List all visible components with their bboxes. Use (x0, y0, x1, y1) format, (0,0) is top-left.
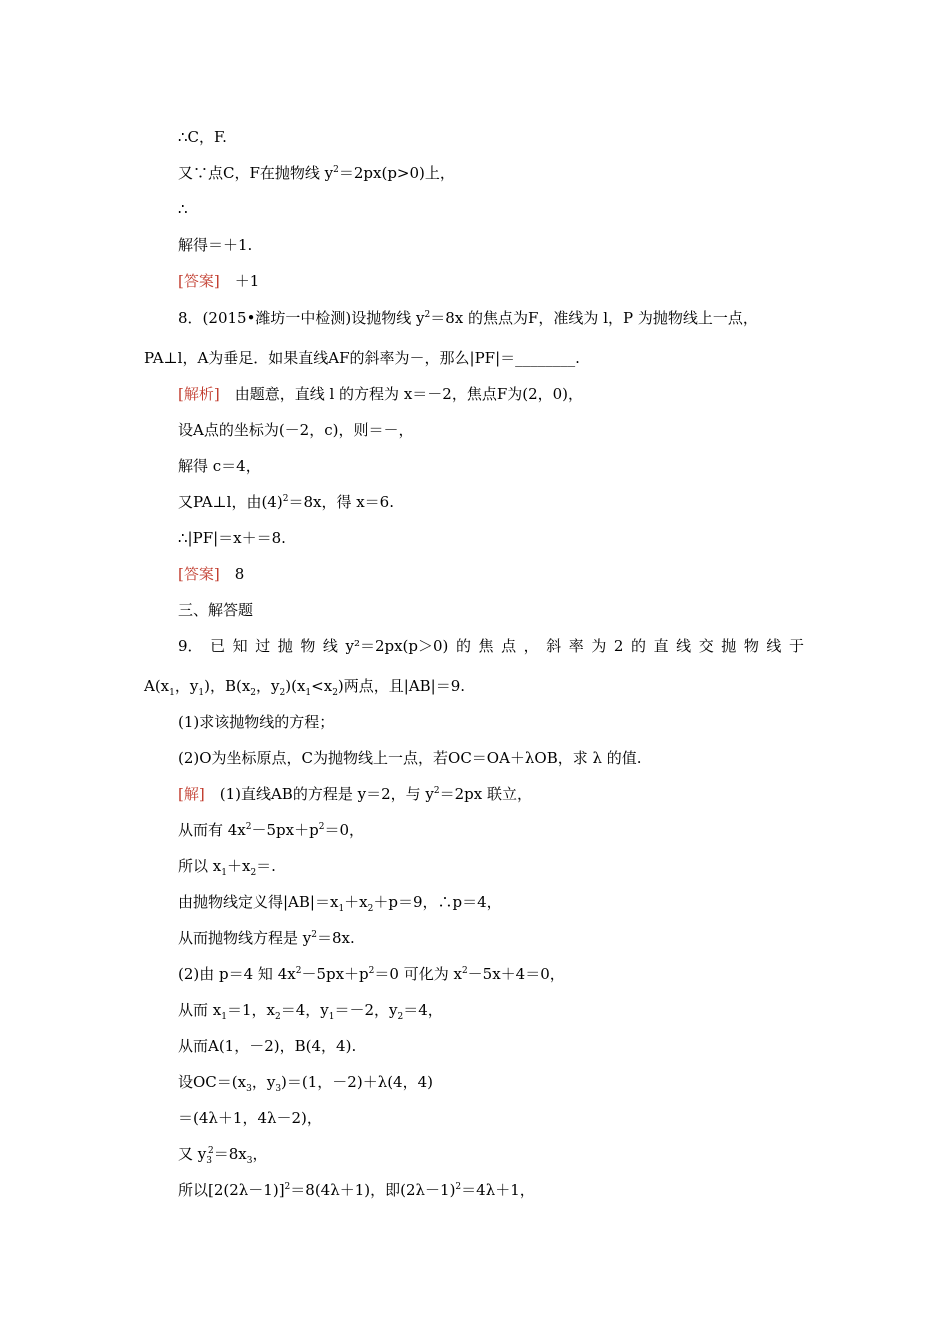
sub-question-2 (178, 748, 642, 768)
line-points-a-b (178, 1036, 356, 1056)
subscript: 2 (397, 1012, 404, 1022)
subscript: 1 (305, 688, 312, 698)
subscript: 2 (250, 868, 257, 878)
superscript: 2 (207, 1146, 214, 1156)
question-8-line-2 (144, 348, 580, 368)
word: 的 (631, 637, 647, 655)
word: 点 (501, 637, 517, 655)
text: <x (311, 677, 333, 695)
text: 又∵点C，F在抛物线 y (178, 164, 334, 182)
line-lambda-equation (178, 1180, 535, 1200)
text: ＋x (226, 857, 251, 875)
superscript: 2 (433, 786, 440, 796)
text: ，y (256, 677, 280, 695)
word: 率 (568, 637, 584, 655)
text: 设A点的坐标为(－2，c)，则＝－， (178, 421, 414, 439)
superscript: 2 (295, 966, 302, 976)
line-answer-1 (178, 271, 259, 291)
text: ＝8x 的焦点为F，准线为 l，P 为抛物线上一点， (430, 309, 758, 327)
text: ，y (174, 677, 199, 695)
superscript: 2 (311, 930, 317, 940)
sub-question-1 (178, 712, 334, 732)
line-y3-squared (178, 1144, 267, 1164)
line-x-equals-6 (178, 492, 394, 512)
text: 从而抛物线方程是 y (178, 929, 312, 947)
text: )，B(x (204, 677, 251, 695)
subscript: 1 (198, 688, 205, 698)
word: 9． (178, 637, 203, 655)
subscript: 1 (169, 688, 175, 698)
word: 斜 (546, 637, 562, 655)
answer-tag: [答案] (178, 272, 220, 290)
text: 设OC＝(x (178, 1073, 247, 1091)
word: 直 (653, 637, 669, 655)
text: ＝8x. (316, 929, 355, 947)
word: ， (523, 637, 539, 655)
text: ＋p＝9，∴p＝4， (373, 893, 502, 911)
text: (1)求该抛物线的方程； (178, 713, 335, 731)
superscript: 2 (245, 822, 252, 832)
subscript: 3 (206, 1156, 212, 1166)
line-sum-roots (178, 856, 276, 876)
text: 从而 x (178, 1001, 222, 1019)
superscript: 2 (461, 966, 468, 976)
text: －5px＋p (301, 965, 369, 983)
line-solution-start (178, 784, 532, 804)
word: 物 (743, 637, 759, 655)
line-therefore-c-f (178, 127, 227, 147)
section-heading (178, 600, 253, 620)
superscript: 2 (318, 822, 325, 832)
text: ＝0， (324, 821, 365, 839)
subscript: 2 (279, 688, 286, 698)
text: －5px＋p (251, 821, 319, 839)
text: 所以[2(2λ－1)] (178, 1181, 285, 1199)
word: 知 (232, 637, 248, 655)
word: 2 (613, 637, 624, 655)
line-therefore (178, 199, 188, 219)
word: 线 (676, 637, 692, 655)
word: 线 (322, 637, 338, 655)
word: 过 (255, 637, 271, 655)
superscript: 2 (455, 1182, 462, 1192)
text: ＝8x，得 x＝6. (288, 493, 394, 511)
line-definition (178, 892, 502, 912)
word: 于 (788, 637, 804, 655)
word: 线 (766, 637, 782, 655)
word: 抛 (721, 637, 737, 655)
text: ∴C，F. (178, 128, 227, 146)
solution-tag: [解] (178, 785, 205, 803)
text: 又 y (178, 1145, 207, 1163)
subscript: 1 (338, 904, 345, 914)
text: ＝4，y (280, 1001, 329, 1019)
line-vector-oc (178, 1072, 433, 1092)
text: ∴|PF|＝x＋＝8. (178, 529, 286, 547)
line-point-a (178, 420, 413, 440)
text: 从而A(1，－2)，B(4，4). (178, 1037, 357, 1055)
superscript: 2 (284, 1182, 291, 1192)
text: 8．(2015•潍坊一中检测)设抛物线 y (178, 309, 425, 327)
subscript: 3 (246, 1156, 253, 1166)
subscript: 2 (332, 688, 338, 698)
text: ＋x (344, 893, 368, 911)
text: ＝. (256, 857, 276, 875)
text: ＝1，x (226, 1001, 275, 1019)
subscript: 3 (275, 1084, 282, 1094)
word: y²＝2px(p＞0) (345, 637, 449, 655)
text: )两点，且|AB|＝9. (337, 677, 466, 695)
analysis-tag: [解析] (178, 385, 220, 403)
text: ∴ (178, 200, 188, 218)
subscript: 1 (221, 1012, 227, 1022)
text: ， (252, 1145, 268, 1163)
text: ＝2px(p>0)上， (338, 164, 455, 182)
question-8-line-1 (178, 308, 758, 328)
text: )(x (285, 677, 306, 695)
text: 三、解答题 (178, 601, 254, 619)
text: (1)直线AB的方程是 y＝2，与 y (204, 785, 434, 803)
word: 交 (698, 637, 714, 655)
text: 由抛物线定义得|AB|＝x (178, 893, 339, 911)
text: 又PA⊥l，由(4) (178, 493, 283, 511)
subscript: 3 (246, 1084, 252, 1094)
word: 已 (210, 637, 226, 655)
text: ＝0 可化为 x (374, 965, 462, 983)
line-c-equals-4 (178, 456, 261, 476)
superscript: 2 (282, 494, 289, 504)
question-9-line-1 (178, 636, 804, 656)
word: 焦 (478, 637, 494, 655)
answer-tag: [答案] (178, 565, 220, 583)
line-answer-8 (178, 564, 244, 584)
text: ＋1 (219, 272, 260, 290)
subscript: 1 (328, 1012, 335, 1022)
word: 的 (455, 637, 471, 655)
subscript: 2 (274, 1012, 281, 1022)
line-vector-result (178, 1108, 322, 1128)
text: ＝4λ＋1， (461, 1181, 535, 1199)
text: ，y (251, 1073, 276, 1091)
line-pf-8 (178, 528, 286, 548)
text: (2)O为坐标原点，C为抛物线上一点，若OC＝OA＋λOB，求 λ 的值. (178, 749, 642, 767)
word: 为 (591, 637, 607, 655)
superscript: 2 (368, 966, 375, 976)
text: 所以 x (178, 857, 222, 875)
text: A(x (144, 677, 170, 695)
subscript: 1 (221, 868, 227, 878)
line-analysis (178, 384, 583, 404)
subscript: 2 (367, 904, 374, 914)
text: 由题意，直线 l 的方程为 x＝－2，焦点F为(2，0)， (219, 385, 584, 403)
word: 抛 (277, 637, 293, 655)
line-on-parabola (178, 163, 455, 183)
superscript: 2 (333, 165, 339, 175)
text: 解得＝＋1. (178, 236, 253, 254)
text: ＝2px 联立， (439, 785, 532, 803)
text: ＝8x (213, 1145, 247, 1163)
text: ＝4， (403, 1001, 443, 1019)
text: ＝－2，y (334, 1001, 398, 1019)
text: ＝8(4λ＋1)，即(2λ－1) (290, 1181, 456, 1199)
line-roots (178, 1000, 443, 1020)
line-solve (178, 235, 252, 255)
text: －5x＋4＝0， (467, 965, 565, 983)
line-parabola-equation (178, 928, 355, 948)
line-quadratic (178, 820, 364, 840)
text: 8 (219, 565, 245, 583)
question-9-line-2 (144, 676, 465, 696)
text: )＝(1，－2)＋λ(4，4) (281, 1073, 433, 1091)
subscript: 2 (250, 688, 257, 698)
text: 解得 c＝4， (178, 457, 261, 475)
text: (2)由 p＝4 知 4x (178, 965, 296, 983)
text: ＝(4λ＋1，4λ－2)， (178, 1109, 322, 1127)
text: PA⊥l，A为垂足．如果直线AF的斜率为－，那么|PF|＝________. (144, 349, 580, 367)
word: 物 (300, 637, 316, 655)
text: 从而有 4x (178, 821, 246, 839)
line-part-2-start (178, 964, 565, 984)
superscript: 2 (424, 310, 431, 320)
